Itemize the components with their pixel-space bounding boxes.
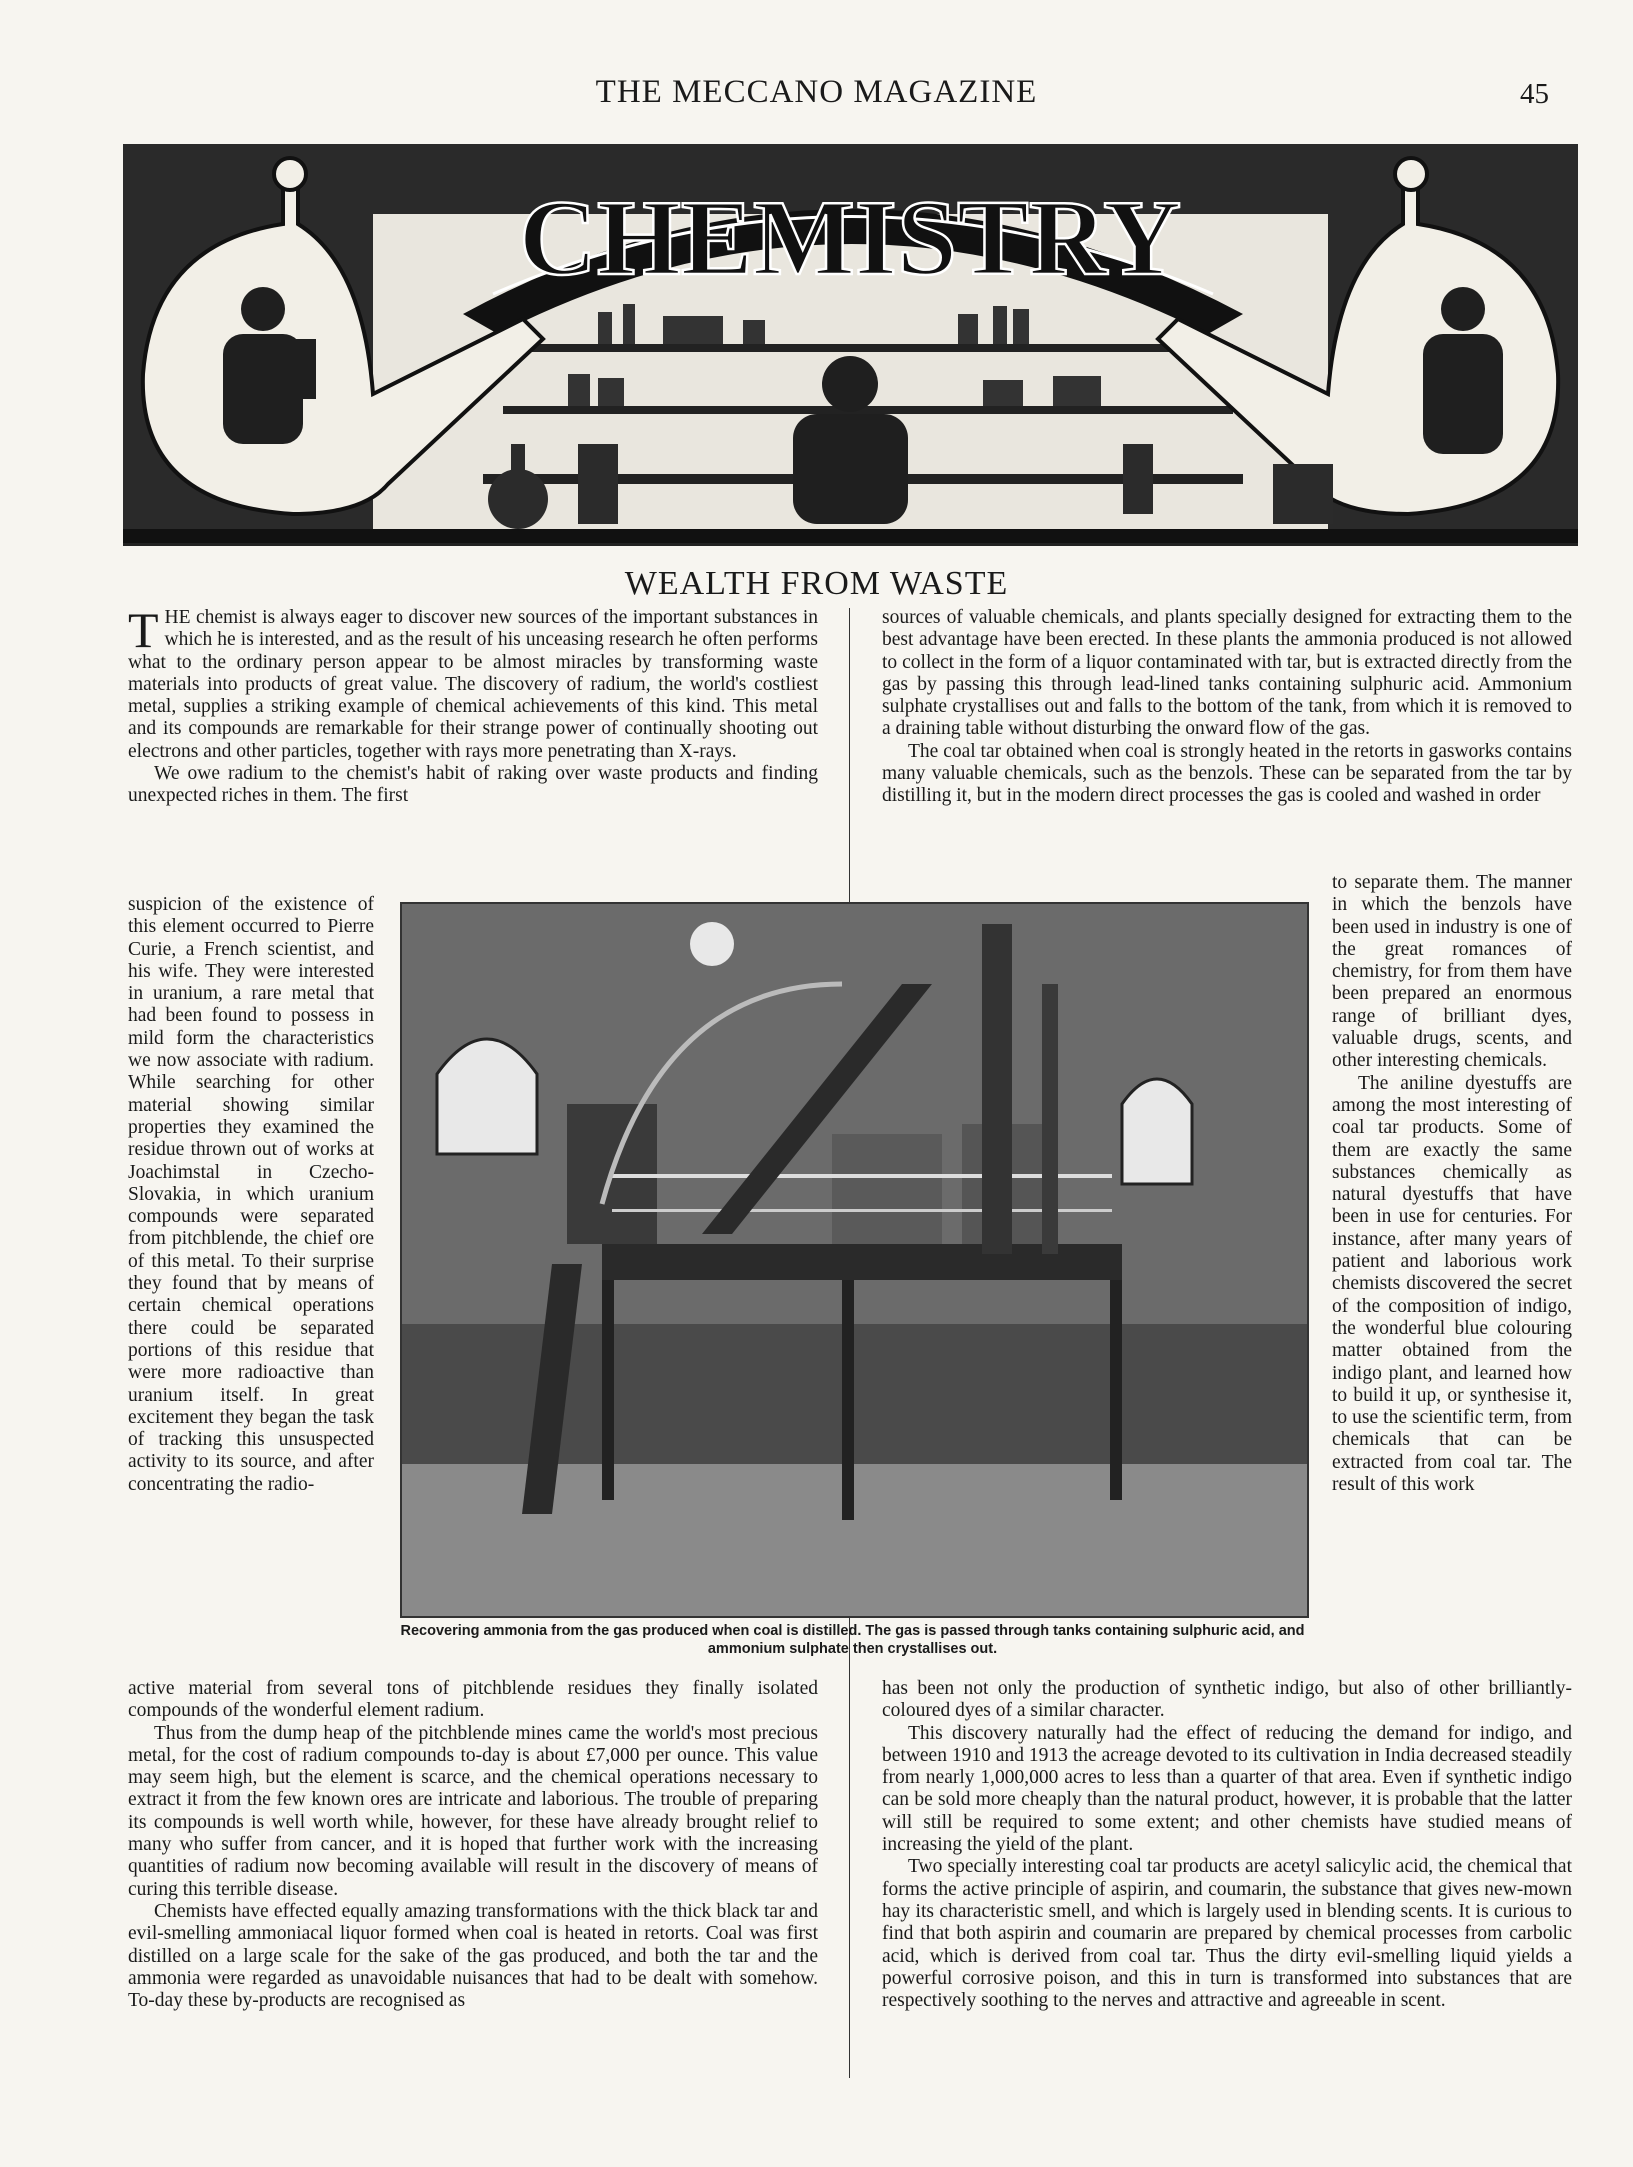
left-column-bottom [128, 1678, 818, 2012]
magazine-title: THE MECCANO MAGAZINE [595, 74, 1038, 110]
article-title: WEALTH FROM WASTE [624, 565, 1009, 602]
paragraph: The aniline dyestuffs are among the most interesting of coal tar products. Some of them are exactly the same substances chemically as natural dyestuffs that have been in use for centuries. For instance, after many years of patient and laborious work chemists discovered the secret of the composition of indigo, the wonderful blue colouring matter obtained from the indigo plant, and learned how to build it up, or synthesise it, to use the scientific term, from chemicals that can be extracted from coal tar. The result of this work [1332, 1072, 1572, 1496]
chemistry-banner-illustration [123, 144, 1578, 544]
paragraph-text: HE chemist is always eager to discover new sources of the important substances in which he is interested, and as the result of his unceasing research he often performs what to the ordinary person appear to be almost miracles by transforming waste materials into products of great value. The discovery of radium, the world's costliest metal, supplies a striking example of chemical achievements of this kind. This metal and its compounds are remarkable for their strange power of continually shooting out electrons and other particles, together with rays more penetrating than X-rays. [128, 607, 818, 762]
paragraph: We owe radium to the chemist's habit of raking over waste products and finding unexpected riches in them. The first [128, 763, 818, 807]
page-number: 45 [1520, 78, 1549, 110]
paragraph: sources of valuable chemicals, and plants specially designed for extracting them to the best advantage have been erected. In these plants the ammonia produced is not allowed to collect in the form of a liquor contaminated with tar, but is extracted directly from the gas by passing this through lead-lined tanks containing sulphuric acid. Ammonium sulphate crystallises out and falls to the bottom of the tank, from which it is removed to a draining table without disturbing the onward flow of the gas. [882, 607, 1572, 740]
left-column-top [128, 602, 818, 808]
banner-rule [123, 543, 1578, 546]
right-column-narrow [1332, 872, 1572, 1496]
paragraph: Thus from the dump heap of the pitchblende mines came the world's most precious metal, for the cost of radium compounds to-day is about £7,000 per ounce. This value may seem high, but the element is scarce, and the chemical operations necessary to extract it from the few known ores are intricate and laborious. The trouble of preparing its compounds is well worth while, however, for these have already brought relief to many who suffer from cancer, and it is hoped that further work with the increasing quantities of radium now becoming available will result in the discovery of means of curing this terrible disease. [128, 1722, 818, 1900]
paragraph: suspicion of the existence of this element occurred to Pierre Curie, a French scientist, and his wife. They were interested in uranium, a rare metal that had been found to possess in mild form the characteristics we now associate with radium. While searching for other material showing similar properties they examined the residue thrown out of works at Joachimstal in Czecho-Slovakia, in which uranium compounds were separated from pitchblende, the chief ore of this metal. To their surprise they found that by means of certain chemical operations there could be separated portions of this residue that were more radioactive than uranium itself. In great excitement they began the task of tracking this unsuspected activity to its source, and after concentrating the radio- [128, 894, 374, 1495]
paragraph: Two specially interesting coal tar products are acetyl salicylic acid, the chemical that forms the active principle of aspirin, and coumarin, the substance that gives new-mown hay its characteristic smell, and which is largely used in blending scents. It is curious to find that both aspirin and coumarin are prepared by chemical processes from carbolic acid, which is derived from coal tar. Thus the dirty evil-smelling liquid yields a powerful corrosive poison, and this in turn is transformed into substances that are respectively soothing to the nerves and attractive and agreeable in scent. [882, 1856, 1572, 2012]
paragraph [128, 602, 818, 763]
paragraph: This discovery naturally had the effect of reducing the demand for indigo, and between 1910 and 1913 the acreage devoted to its cultivation in India decreased steadily from nearly 1,000,000 acres to less than a quarter of that area. Even if synthetic indigo can be sold more cheaply than the natural product, however, it is probable that the latter will still be required to some extent; and other chemists have studied means of increasing the yield of the plant. [882, 1722, 1572, 1856]
paragraph: has been not only the production of synthetic indigo, but also of other brilliantly-coloured dyes of a similar character. [882, 1678, 1572, 1722]
right-column-bottom [882, 1678, 1572, 2012]
banner-heading: CHEMISTRY [518, 179, 1182, 298]
drop-cap: T [128, 602, 159, 658]
paragraph: The coal tar obtained when coal is strongly heated in the retorts in gasworks contains many valuable chemicals, such as the benzols. These can be separated from the tar by distilling it, but in the modern direct processes the gas is cooled and washed in order [882, 740, 1572, 807]
paragraph: Chemists have effected equally amazing transformations with the thick black tar and evil-smelling ammoniacal liquor formed when coal is heated in retorts. Coal was first distilled on a large scale for the sake of the gas produced, and both the tar and the ammonia were regarded as unavoidable nuisances that had to be dealt with somehow. To-day these by-products are recognised as [128, 1900, 818, 2012]
right-column-top [882, 607, 1572, 808]
left-column-narrow [128, 894, 374, 1496]
ammonia-plant-photograph [400, 902, 1309, 1618]
photo-caption: Recovering ammonia from the gas produced when coal is distilled. The gas is passed through tanks containing sulphuric acid, and ammonium sulphate then crystallises out. [400, 1623, 1305, 1657]
paragraph: to separate them. The manner in which the benzols have been used in industry is one of the great romances of chemistry, for from them have been prepared an enormous range of brilliant dyes, valuable drugs, scents, and other interesting chemicals. [1332, 872, 1572, 1072]
paragraph: active material from several tons of pitchblende residues they finally isolated compounds of the wonderful element radium. [128, 1678, 818, 1722]
